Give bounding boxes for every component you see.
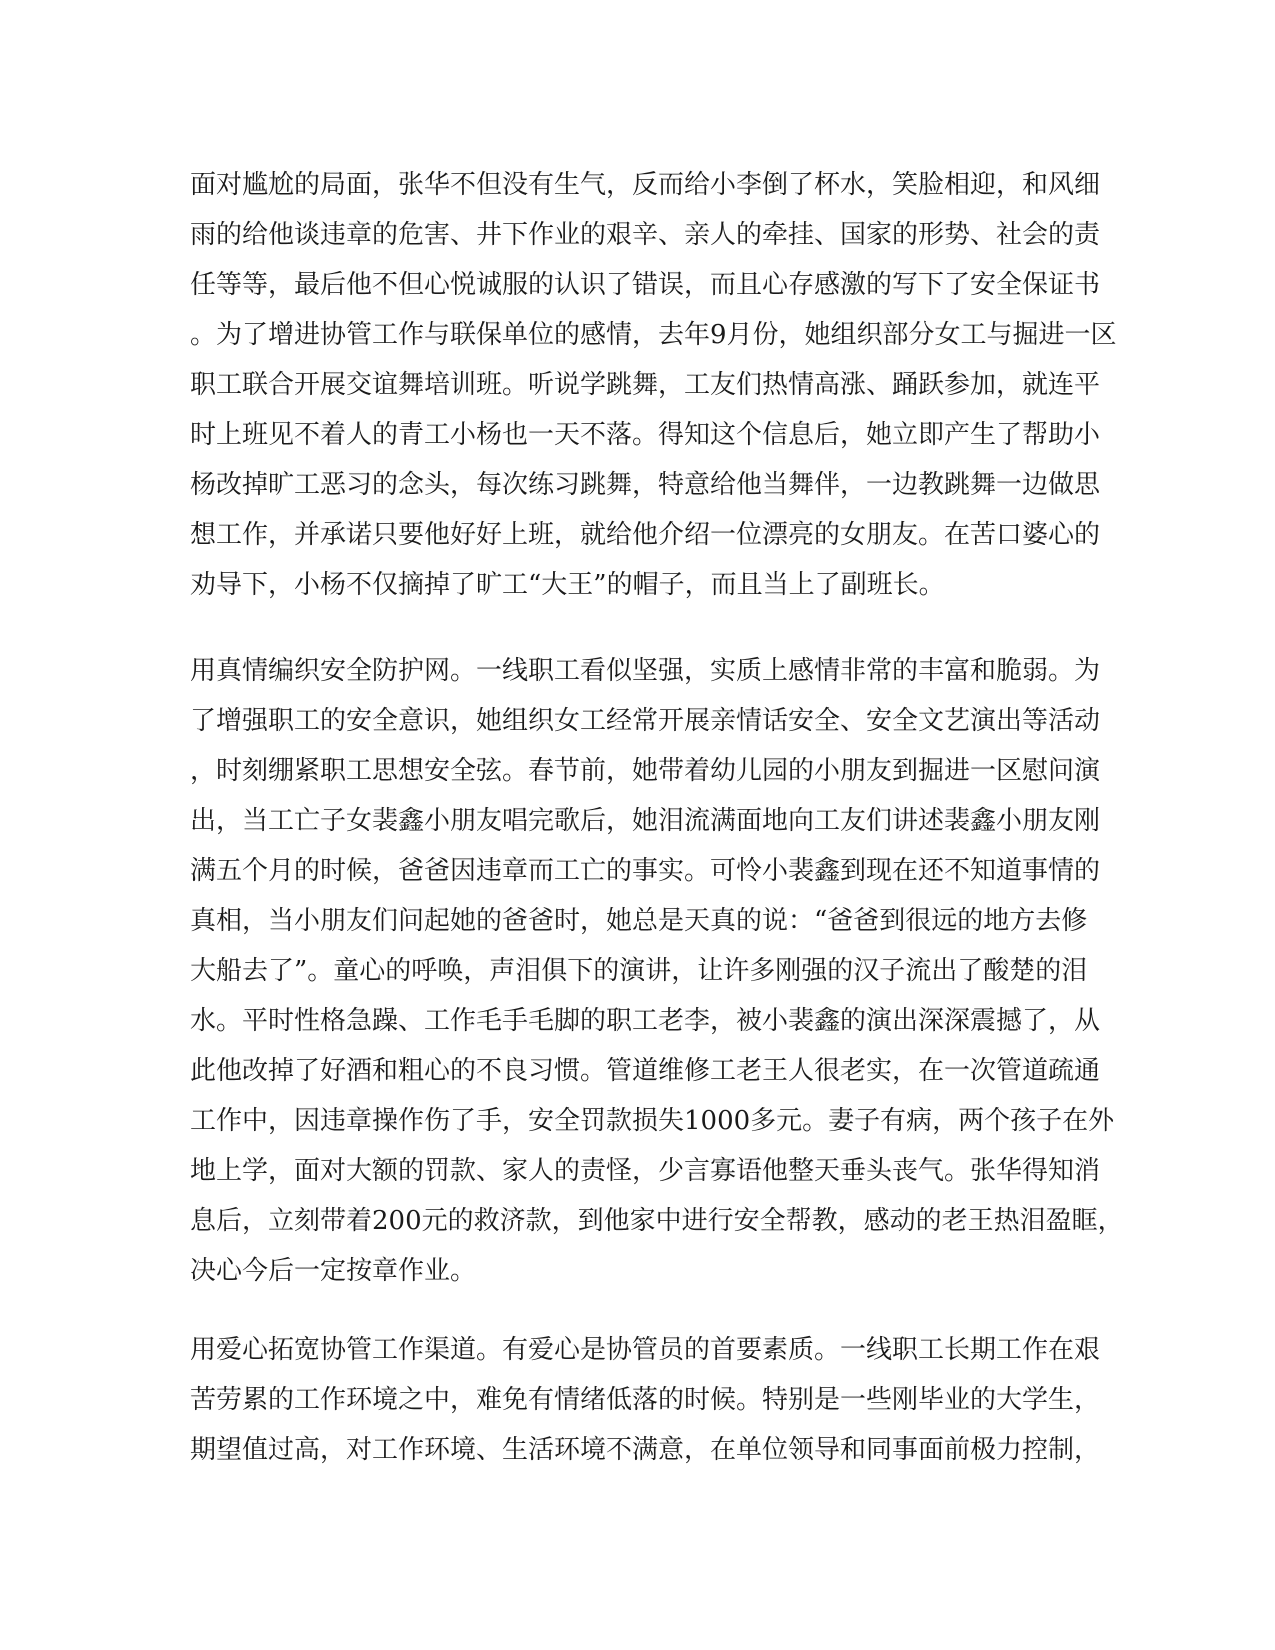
text-line: 想工作，并承诺只要他好好上班，就给他介绍一位漂亮的女朋友。在苦口婆心的	[190, 520, 1101, 550]
text-line: 任等等，最后他不但心悦诚服的认识了错误，而且心存感激的写下了安全保证书	[190, 270, 1101, 300]
text-line: 水。平时性格急躁、工作毛手毛脚的职工老李，被小裴鑫的演出深深震撼了，从	[190, 1006, 1101, 1036]
text-line: 此他改掉了好酒和粗心的不良习惯。管道维修工老王人很老实，在一次管道疏通	[190, 1056, 1101, 1086]
text-line: 用爱心拓宽协管工作渠道。有爱心是协管员的首要素质。一线职工长期工作在艰	[190, 1335, 1101, 1365]
text-line: 息后，立刻带着200元的救济款，到他家中进行安全帮教，感动的老王热泪盈眶，	[190, 1206, 1124, 1236]
text-line: 满五个月的时候，爸爸因违章而工亡的事实。可怜小裴鑫到现在还不知道事情的	[190, 856, 1101, 886]
text-line: 地上学，面对大额的罚款、家人的责怪，少言寡语他整天垂头丧气。张华得知消	[190, 1156, 1101, 1186]
text-line: ，时刻绷紧职工思想安全弦。春节前，她带着幼儿园的小朋友到掘进一区慰问演	[190, 756, 1101, 786]
text-line: 期望值过高，对工作环境、生活环境不满意，在单位领导和同事面前极力控制，	[190, 1435, 1101, 1465]
text-line: 苦劳累的工作环境之中，难免有情绪低落的时候。特别是一些刚毕业的大学生，	[190, 1385, 1101, 1415]
text-line: 出，当工亡子女裴鑫小朋友唱完歌后，她泪流满面地向工友们讲述裴鑫小朋友刚	[190, 806, 1101, 836]
text-line: 了增强职工的安全意识，她组织女工经常开展亲情话安全、安全文艺演出等活动	[190, 706, 1101, 736]
text-line: 工作中，因违章操作伤了手，安全罚款损失1000多元。妻子有病，两个孩子在外	[190, 1106, 1115, 1136]
paragraph-3	[190, 1325, 1101, 1475]
text-line: 真相，当小朋友们问起她的爸爸时，她总是天真的说：“爸爸到很远的地方去修	[190, 906, 1088, 936]
text-line: 用真情编织安全防护网。一线职工看似坚强，实质上感情非常的丰富和脆弱。为	[190, 656, 1101, 686]
text-line: 大船去了”。童心的呼唤，声泪俱下的演讲，让许多刚强的汉子流出了酸楚的泪	[190, 956, 1088, 986]
text-line: 时上班见不着人的青工小杨也一天不落。得知这个信息后，她立即产生了帮助小	[190, 420, 1101, 450]
text-line: 。为了增进协管工作与联保单位的感情，去年9月份，她组织部分女工与掘进一区	[190, 320, 1117, 350]
text-line: 职工联合开展交谊舞培训班。听说学跳舞，工友们热情高涨、踊跃参加，就连平	[190, 370, 1101, 400]
paragraph-2	[190, 646, 1124, 1296]
text-line: 雨的给他谈违章的危害、井下作业的艰辛、亲人的牵挂、国家的形势、社会的责	[190, 220, 1101, 250]
text-line: 劝导下，小杨不仅摘掉了旷工“大王”的帽子，而且当上了副班长。	[190, 570, 945, 600]
text-line: 决心今后一定按章作业。	[190, 1256, 477, 1286]
text-line: 面对尴尬的局面，张华不但没有生气，反而给小李倒了杯水，笑脸相迎，和风细	[190, 170, 1101, 200]
paragraph-1	[190, 160, 1117, 610]
text-line: 杨改掉旷工恶习的念头，每次练习跳舞，特意给他当舞伴，一边教跳舞一边做思	[190, 470, 1101, 500]
